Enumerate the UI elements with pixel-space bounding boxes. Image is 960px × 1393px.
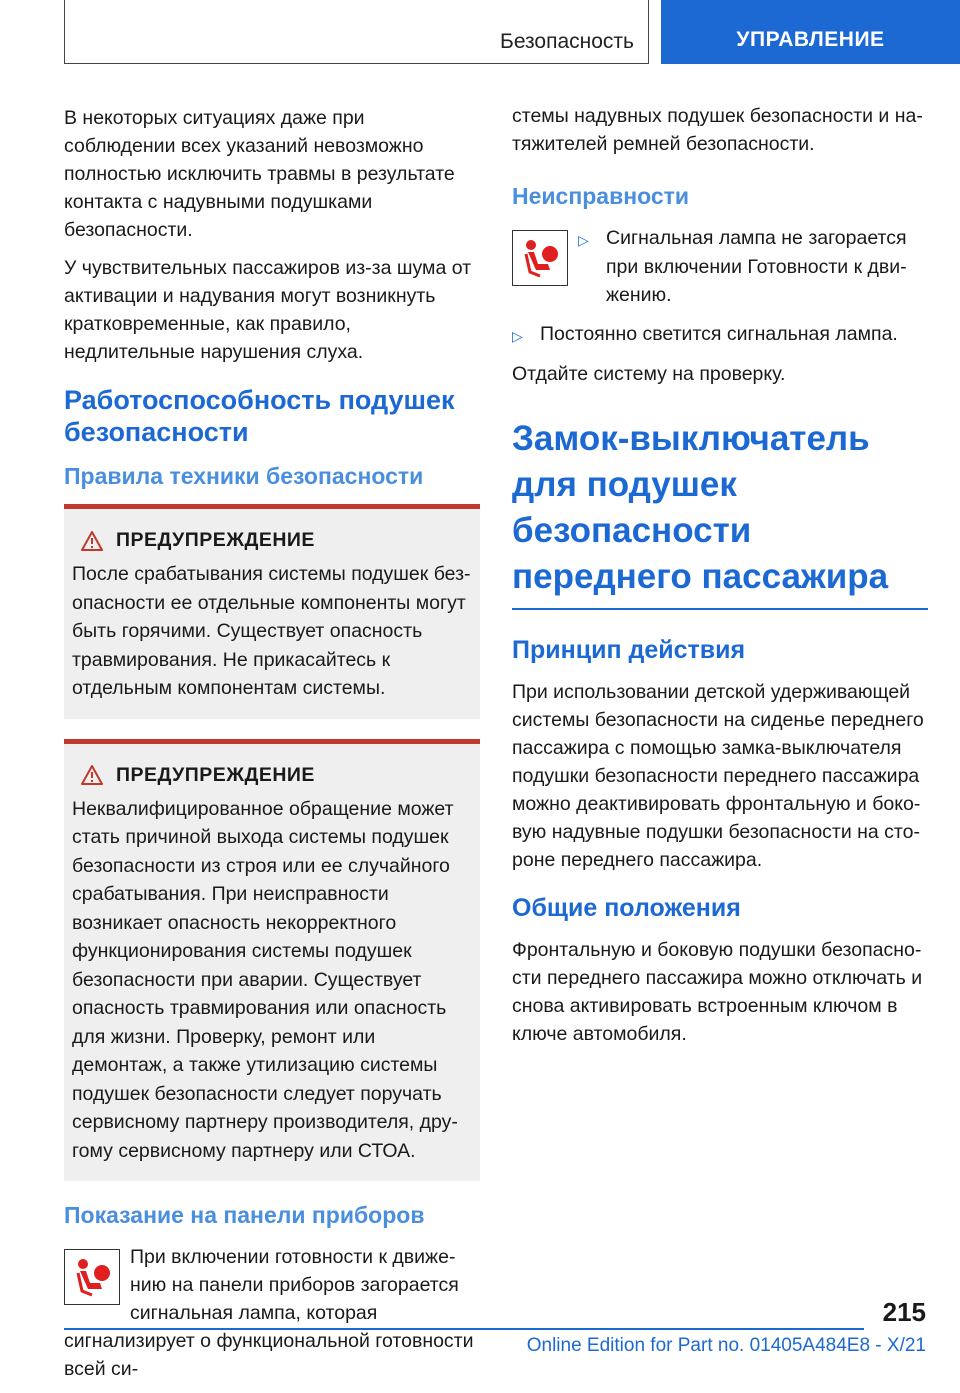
footer-edition: Online Edition for Part no. 01405A484E8 - X/21 xyxy=(526,1335,926,1356)
heading-general: Общие положения xyxy=(512,894,741,922)
warning-text: Неквалифицированное обращение может стать причиной выхода системы подушек безопасности из строя или ее случайного срабатывания. При неисправности возникает опасность некорректного функционирования системы подушек безопасности при аварии. Существует опасность травмирования или опасность для жизни. Проверку, ремонт или демонтаж, а также утилизацию системы подушек безопасности следует поручать сервисному партнеру производителя, другому сервисному партнеру или СТОА. xyxy=(72,797,458,1162)
paragraph-continuation: стемы надувных подушек безопасности и натяжителей ремней безопасности. xyxy=(512,105,923,155)
fault-item xyxy=(578,224,928,310)
heading-passenger-airbag-switch: Замок-выключатель для подушек безопасности переднего пассажира xyxy=(512,416,928,610)
indicator-text: При включении готовности к движению на панели приборов загорается сигнальная лампа, которая сигнализирует о функциональной готовности всей си- xyxy=(64,1246,474,1380)
indicator-block xyxy=(64,1243,480,1383)
fault-item-text: Сигнальная лампа не загорается при включении Готовности к движению. xyxy=(606,227,907,306)
right-column xyxy=(512,102,928,1058)
warning-title: ПРЕДУПРЕЖДЕНИЕ xyxy=(116,763,315,786)
header-section-title: Безопасность xyxy=(500,30,634,53)
fault-block xyxy=(512,224,928,320)
heading-faults: Неисправности xyxy=(512,183,690,209)
principle-text: При использовании детской удерживающей системы безопасности на сиденье переднего пассажира с помощью замка-выключателя подушки безопасности переднего пассажира можно деактивировать фронтальную и боковую надувные подушки безопасности на стороне переднего пассажира. xyxy=(512,681,924,871)
fault-action: Отдайте систему на проверку. xyxy=(512,363,786,385)
triangle-bullet-icon: ▷ xyxy=(512,327,523,344)
paragraph-injury: В некоторых ситуациях даже при соблюдении всех указаний невозможно полностью исключить травмы в результате контакта с надувными подушками безопасности. xyxy=(64,107,455,241)
header-chapter-tab[interactable]: УПРАВЛЕНИЕ xyxy=(661,0,960,64)
warning-box-hot-components xyxy=(64,504,480,719)
triangle-bullet-icon: ▷ xyxy=(578,232,589,248)
warning-text: После срабатывания системы подушек безопасности ее отдельные компоненты могут быть горячими. Существует опасность травмирования. Не прикасайтесь к отдельным компонентам системы. xyxy=(72,563,471,699)
warning-triangle-icon xyxy=(72,531,112,551)
heading-safety-rules: Правила техники безопасности xyxy=(64,463,424,489)
heading-indicator: Показание на панели приборов xyxy=(64,1202,425,1228)
heading-principle: Принцип действия xyxy=(512,636,746,664)
paragraph-hearing: У чувствительных пассажиров из-за шума от активации и надувания могут возникнуть кратковременные, как правило, недлительные нарушения слуха. xyxy=(64,257,472,363)
fault-item-text: Постоянно светится сигнальная лампа. xyxy=(540,322,898,345)
header-section-box xyxy=(64,0,649,64)
left-column xyxy=(64,104,480,1393)
page-number: 215 xyxy=(882,1297,926,1327)
fault-item xyxy=(512,320,928,351)
footer-divider xyxy=(64,1328,864,1330)
general-text: Фронтальную и боковую подушки безопасности переднего пассажира можно отключать и снова активировать встроенным ключом в ключе автомобиля. xyxy=(512,939,923,1045)
warning-box-improper-handling xyxy=(64,739,480,1182)
warning-triangle-icon xyxy=(72,765,112,785)
warning-title: ПРЕДУПРЕЖДЕНИЕ xyxy=(116,529,315,551)
airbag-warning-lamp-icon xyxy=(512,230,568,286)
airbag-warning-lamp-icon xyxy=(64,1249,120,1305)
heading-airbag-function: Работоспособность подушек безопасности xyxy=(64,385,455,447)
